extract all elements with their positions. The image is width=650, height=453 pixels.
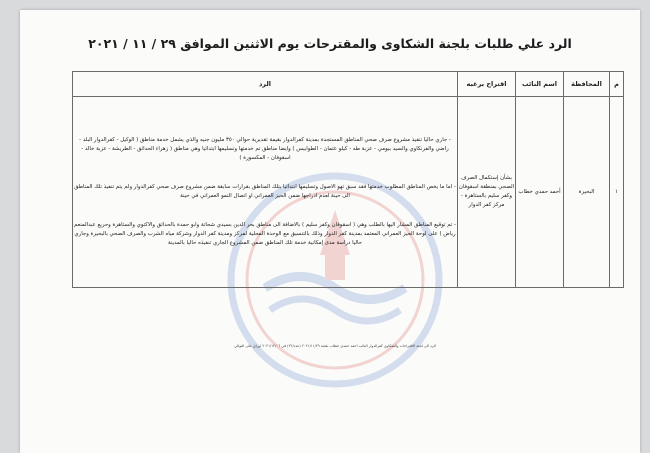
- response-paragraph: - اما ما يخص المناطق المطلوب خدمتها فقد سبق تهو الاصول وتسليمها ابتدائيا بتلك المناطق بقرارات سابقة ضمن مشروع صرف صحي كفرالدوار ولم يتم تنفيذ تلك المناطق الى حينة لعدم ادراجها ضمن الحيز العمراني او اتصال النمو العمراني في حينة: [74, 184, 456, 199]
- table-row: [73, 97, 624, 288]
- complaints-table: [72, 71, 624, 288]
- row-response: [73, 97, 458, 288]
- document-title: الرد علي طلبات بلجنة الشكاوى والمقترحات يوم الاثنين الموافق ٢٩ / ١١ / ٢٠٢١: [88, 36, 572, 51]
- row-suggestion: بشأن إستكمال الصرف الصحي بمنطقة اسقوفان وكفر سليم بالستاهرة - مركز كفر الدوار: [458, 97, 516, 288]
- document-footer-note: الرد الى لجنة الاقتراحات والشكاوى كفرالدوار النائب احمد حمدي خطاب بلجنة ٢٠٢١/١١/٢٩ (عدد/٢٢) في ٢٠٢١/١٢/٠٦ اوراق على التوالي: [234, 344, 436, 348]
- header-suggestion: اقتراح برغبه: [458, 72, 516, 97]
- header-governorate: المحافظة: [564, 72, 610, 97]
- header-response: الرد: [73, 72, 458, 97]
- row-num: ١: [610, 97, 624, 288]
- response-paragraph: - تم توقيع المناطق المشار اليها بالطلب وهي ( اسقوفان وكفر سليم ) بالاضافة الى مناطق بحر الدين بسيدي شحاتة وابو حمدة بالحدائق والاكتوي والستاهرة وحريع عبدالمنعم رياض ) على لوحة الحيز العمراني المعتمد بمدينة كفر الدوار وذلك بالتنسيق مع الوحدة المحلية لمركز ومدينة كفر الدوار وشركة مياه الشرب والصرف الصحي بالبحيرة وجاري حاليا دراسة مدى إمكانية خدمة تلك المناطق ضمن المشروع الجاري تنفيذه حاليا بالمدينة: [74, 222, 456, 246]
- row-member: أحمد حمدي خطاب: [516, 97, 564, 288]
- header-num: م: [610, 72, 624, 97]
- document-page: [20, 10, 640, 453]
- row-governorate: البحيرة: [564, 97, 610, 288]
- header-member: اسم النائب: [516, 72, 564, 97]
- table-header-row: [73, 72, 624, 97]
- response-paragraph: - جاري حاليا تنفيذ مشروع صرف صحي المناطق المستجدة بمدينة كفرالدوار بقيمة تقديرية حوالي ٣٥٠ مليون جنيه والذي يشمل خدمة مناطق ( الوكيل - كفرالدوار البلد - راضي والفرنكاوي والسيد بيومي - عزبة طه - كيلو عثمان - الطوابيس ) وايضا مناطق تم خدمتها وتسليمها ابتدائيا وهي مناطق ( زهراء الحدائق - الطريشة - عزبة خالد - اسقوفان - المكسورة ): [79, 137, 451, 161]
